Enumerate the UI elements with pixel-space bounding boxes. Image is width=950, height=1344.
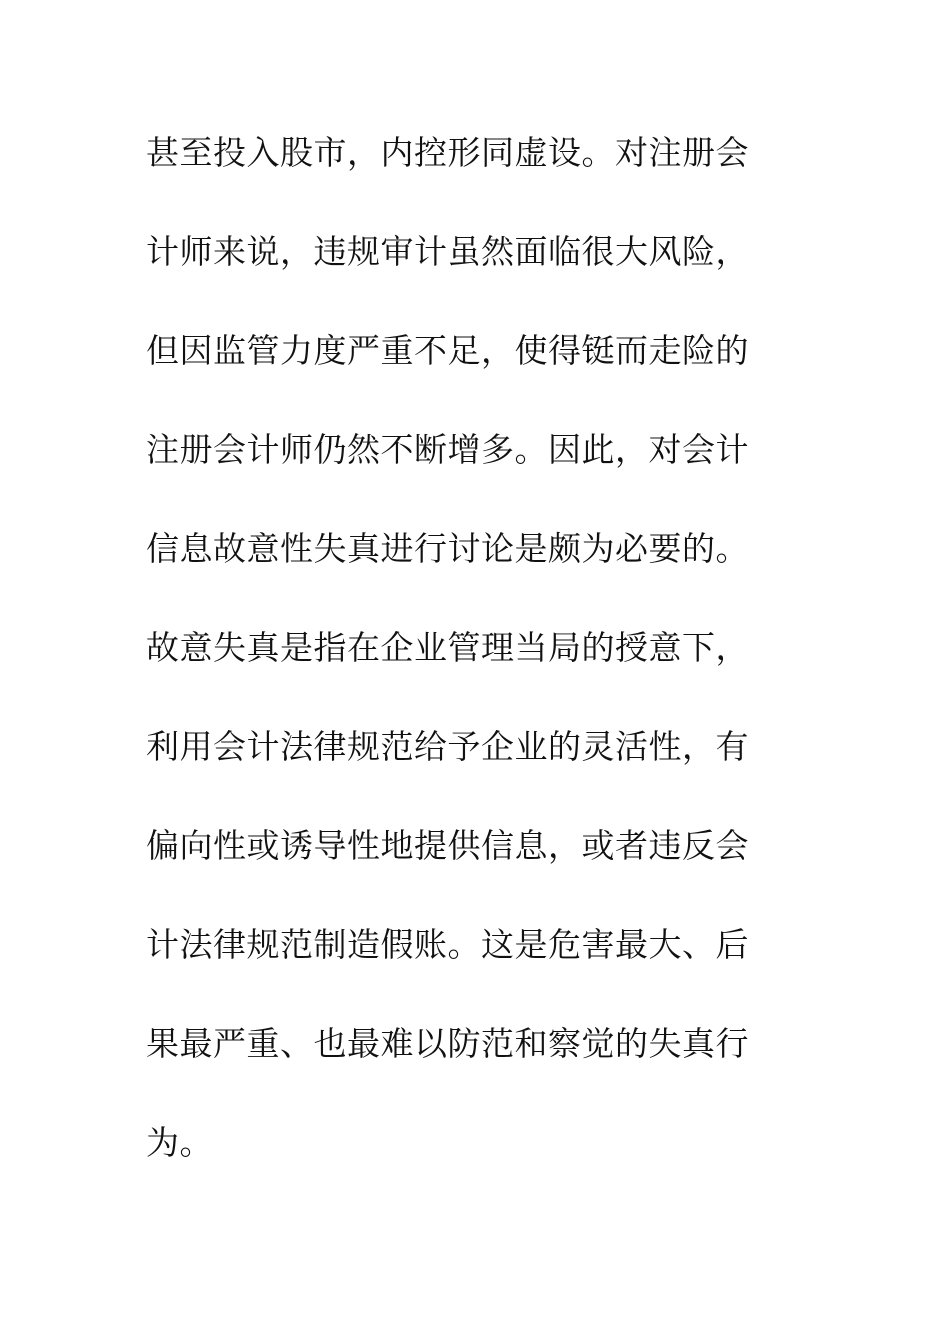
body-text [146, 120, 786, 1209]
text-line: 甚至投入股市，内控形同虚设。对注册会 [146, 133, 749, 172]
text-line: 但因监管力度严重不足，使得铤而走险的 [146, 331, 749, 370]
text-line: 偏向性或诱导性地提供信息，或者违反会 [146, 826, 749, 865]
text-line: 为。 [146, 1123, 213, 1162]
text-line: 故意失真是指在企业管理当局的授意下， [146, 628, 749, 667]
text-line: 果最严重、也最难以防范和察觉的失真行 [146, 1024, 749, 1063]
text-line: 注册会计师仍然不断增多。因此，对会计 [146, 430, 749, 469]
text-line: 计师来说，违规审计虽然面临很大风险， [146, 232, 749, 271]
text-line: 计法律规范制造假账。这是危害最大、后 [146, 925, 749, 964]
text-line: 利用会计法律规范给予企业的灵活性，有 [146, 727, 749, 766]
text-line: 信息故意性失真进行讨论是颇为必要的。 [146, 529, 749, 568]
